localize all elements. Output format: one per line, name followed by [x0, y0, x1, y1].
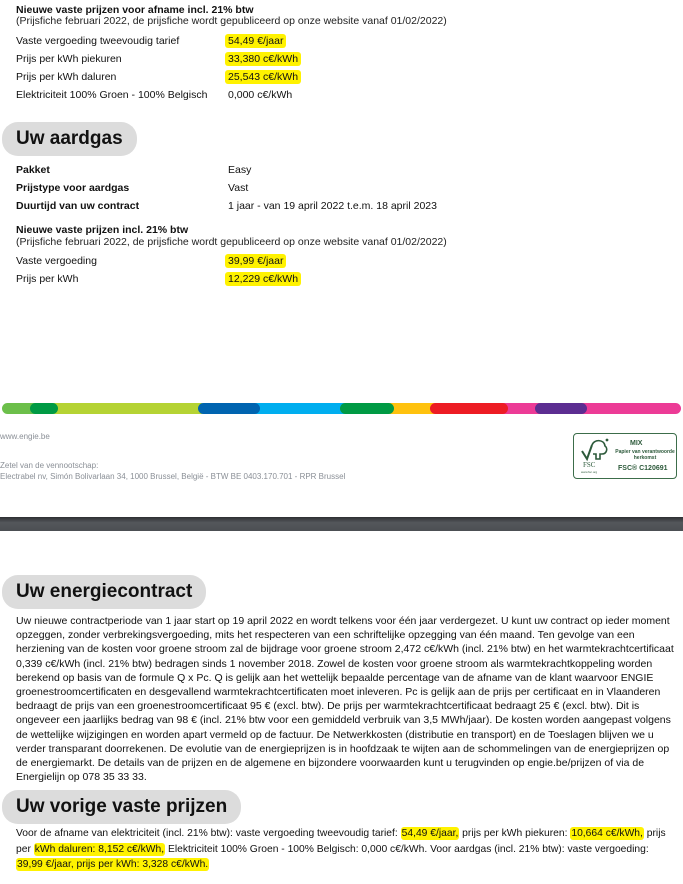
color-segment [198, 403, 260, 414]
previous-text: Elektriciteit 100% Groen - 100% Belgisch: 0,000 c€/kWh. Voor aardgas (incl. 21% btw): vaste vergoeding: [165, 843, 649, 855]
fsc-subtitle: Papier van verantwoorde herkomst [615, 449, 675, 461]
svg-text:www.fsc.org: www.fsc.org [581, 470, 598, 474]
previous-text: prijs per [16, 828, 666, 855]
previous-highlight: 39,99 €/jaar, prijs per kWh: 3,328 c€/kWh. [17, 859, 209, 870]
color-segment [47, 403, 207, 414]
section-title-previous: Uw vorige vaste prijzen [2, 790, 241, 824]
fsc-code: FSC® C120691 [618, 465, 668, 472]
page-divider [0, 517, 683, 531]
detail-label: Pakket [16, 164, 50, 176]
price-label: Vaste vergoeding [16, 255, 97, 267]
previous-highlight: kWh daluren: 8,152 c€/kWh, [34, 843, 165, 855]
previous-prices-body [16, 826, 676, 873]
contract-body: Uw nieuwe contractperiode van 1 jaar start op 19 april 2022 en wordt telkens voor één jaar verdergezet. U kunt uw contract op ieder moment opzeggen, zonder verbrekingsvergoeding, mits het respecteren van een schriftelijke opzegging van één maand. Ten gevolge van een herziening van de kosten voor groene stroom zal de bijdrage voor groene stroom 2,472 c€/kWh (incl. 21% btw) en het warmtekrachtcertificaat 0,339 c€/kWh (incl. 21% btw) bedragen sinds 1 november 2018. Zowel de kosten voor groene stroom als warmtekrachtkoppeling worden berekend op basis van de formule Q x Pc. Q is gelijk aan het wettelijk bepaalde percentage van de afname van de klant waarvoor ENGIE groenestroomcertificaten en desgevallend warmtekrachtcertificaten moet inleveren. Pc is gelijk aan de prijs per certificaat en in Vlaanderen bedraagt de prijs van een groenestroomcertificaat 95 € (excl. btw). De prijs per warmtekrachtcertificaat bedraagt 25 € (excl. btw). Dit is ongeveer een jaarlijks bedrag van 98 € (incl. 21% btw voor een gemiddeld verbruik van 3,5 MWh/jaar). De kosten worden aangepast volgens de wettelijke wijzigingen en worden apart vermeld op de factuur. De Netwerkkosten (distributie en transport) en de Toeslagen blijven we u verder transparant doorrekenen. De evolutie van de energieprijzen is in hoofdzaak te wijten aan de schommelingen van de energieprijzen op de energiemarkt. De details van de prijzen en de algemene en bijzondere voorwaarden kunt u terugvinden op engie.be/prijzen of via de Energielijn op 078 35 33 33. [16, 615, 674, 784]
brand-color-bar [2, 403, 681, 414]
section-title-gas: Uw aardgas [2, 122, 137, 156]
previous-text: Voor de afname van elektriciteit (incl. 21% btw): vaste vergoeding tweevoudig tarief: [16, 828, 401, 839]
footer-seat-address: Electrabel nv, Simón Bolivarlaan 34, 1000 Brussel, België - BTW BE 0403.170.701 - RPR Brussel [0, 472, 346, 481]
section-title-contract: Uw energiecontract [2, 575, 206, 609]
price-label: Prijs per kWh piekuren [16, 53, 122, 65]
color-segment [340, 403, 394, 414]
price-label: Vaste vergoeding tweevoudig tarief [16, 35, 180, 47]
detail-value: Easy [228, 164, 252, 176]
footer-website: www.engie.be [0, 432, 50, 441]
fsc-logo [573, 433, 677, 479]
detail-label: Prijstype voor aardgas [16, 182, 130, 194]
fsc-tree-icon [578, 437, 612, 475]
price-value-highlighted: 33,380 c€/kWh [225, 52, 301, 66]
electricity-prices-note: (Prijsfiche februari 2022, de prijsfiche wordt gepubliceerd op onze website vanaf 01/02/2022) [16, 15, 447, 27]
detail-value: 1 jaar - van 19 april 2022 t.e.m. 18 april 2023 [228, 200, 437, 212]
color-segment [430, 403, 508, 414]
previous-highlight: 10,664 c€/kWh, [571, 828, 643, 839]
color-segment [30, 403, 58, 414]
gas-prices-note: (Prijsfiche februari 2022, de prijsfiche wordt gepubliceerd op onze website vanaf 01/02/2022) [16, 236, 447, 248]
color-segment [535, 403, 587, 414]
price-label: Elektriciteit 100% Groen - 100% Belgisch [16, 89, 208, 101]
price-label: Prijs per kWh daluren [16, 71, 117, 83]
detail-value: Vast [228, 182, 249, 194]
price-value-highlighted: 39,99 €/jaar [225, 254, 286, 268]
price-value-highlighted: 25,543 c€/kWh [225, 70, 301, 84]
fsc-text: FSC [583, 461, 596, 469]
gas-prices-heading: Nieuwe vaste prijzen incl. 21% btw [16, 224, 189, 236]
detail-label: Duurtijd van uw contract [16, 200, 140, 212]
previous-highlight: 54,49 €/jaar, [401, 828, 459, 839]
price-value-highlighted: 12,229 c€/kWh [225, 272, 301, 286]
fsc-mix-label: MIX [630, 440, 643, 447]
price-value-highlighted: 54,49 €/jaar [225, 34, 286, 48]
price-label: Prijs per kWh [16, 273, 79, 285]
electricity-prices-heading: Nieuwe vaste prijzen voor afname incl. 21% btw [16, 4, 254, 16]
price-value: 0,000 c€/kWh [228, 89, 293, 101]
previous-text: prijs per kWh piekuren: [459, 828, 571, 839]
footer-seat-label: Zetel van de vennootschap: [0, 461, 99, 470]
